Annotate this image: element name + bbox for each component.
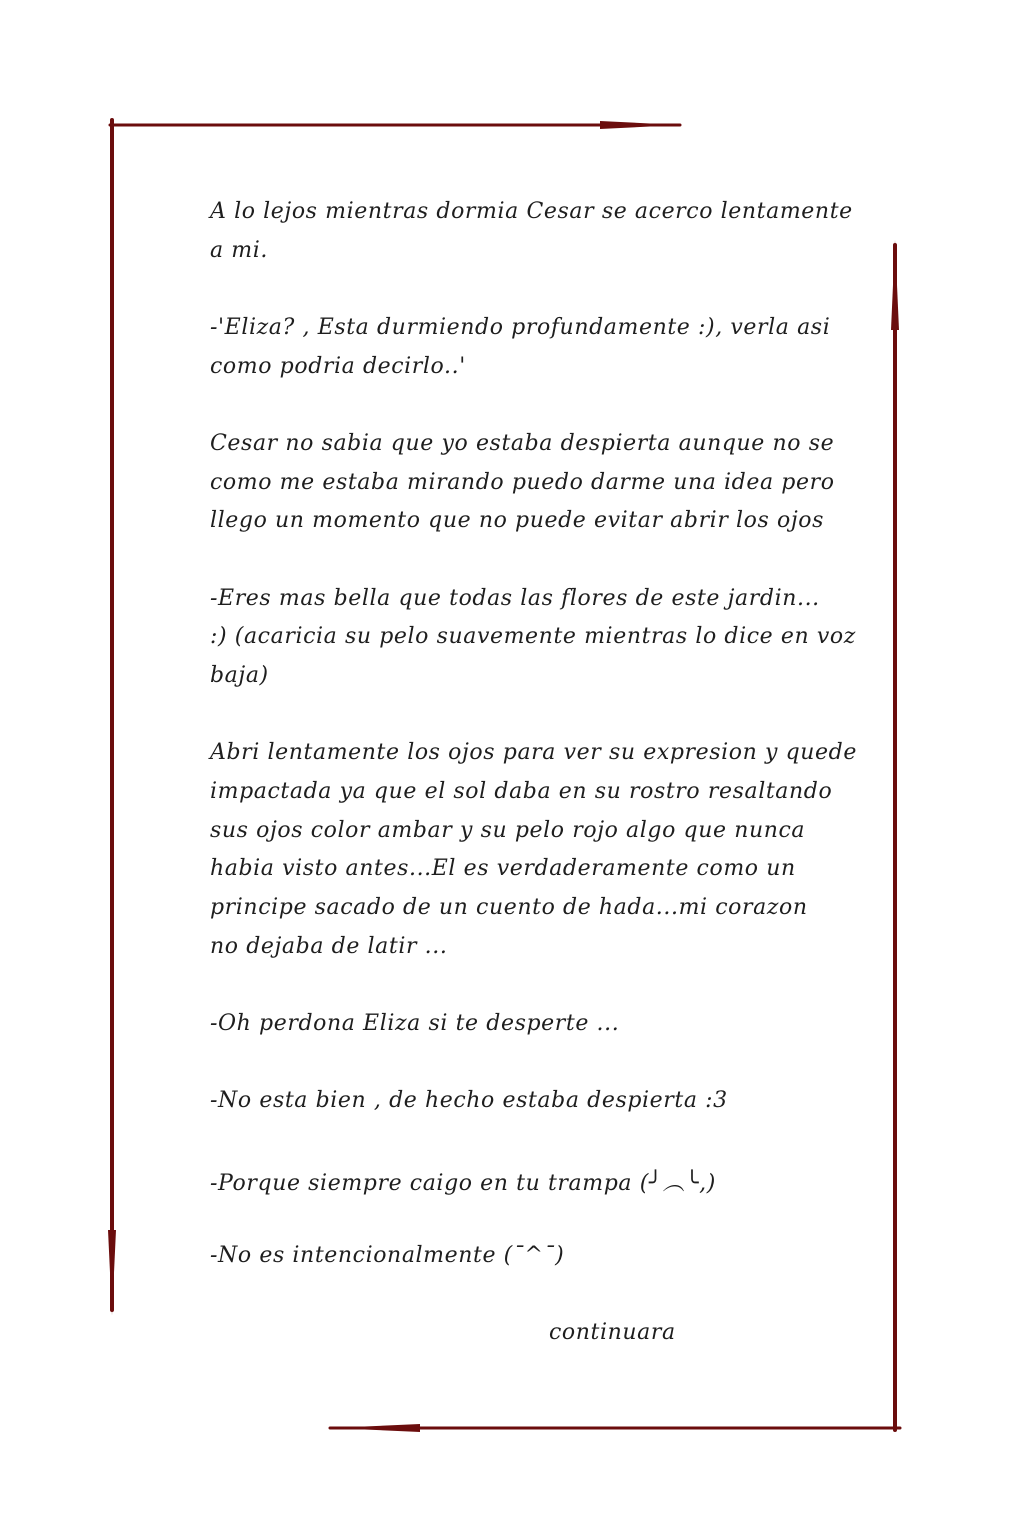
story-line: -Eres mas bella que todas las flores de este jardin... — [210, 586, 820, 611]
frame-spike — [891, 240, 899, 330]
story-line: Cesar no sabia que yo estaba despierta aunque no se — [210, 431, 835, 456]
frame-spike — [108, 1230, 116, 1315]
story-line: -Porque siempre caigo en tu trampa (╯︵╰,) — [210, 1171, 716, 1196]
story-line: baja) — [210, 663, 269, 688]
frame-spike — [330, 1424, 420, 1432]
story-line: A lo lejos mientras dormia Cesar se acerco lentamente — [210, 199, 853, 224]
story-line: sus ojos color ambar y su pelo rojo algo que nunca — [210, 818, 806, 843]
story-line: habia visto antes...El es verdaderamente como un — [210, 856, 796, 881]
story-line: impactada ya que el sol daba en su rostro resaltando — [210, 779, 833, 804]
story-line: no dejaba de latir ... — [210, 934, 448, 959]
story-line: principe sacado de un cuento de hada...mi corazon — [210, 895, 808, 920]
continuara-label: continuara — [549, 1320, 676, 1345]
story-line: -No esta bien , de hecho estaba despierta :3 — [210, 1088, 728, 1113]
story-line: :) (acaricia su pelo suavemente mientras lo dice en voz — [210, 624, 856, 649]
story-line: como podria decirlo..' — [210, 354, 466, 379]
story-line: -No es intencionalmente (¯^¯) — [210, 1243, 565, 1268]
story-line: como me estaba mirando puedo darme una idea pero — [210, 470, 835, 495]
story-line: Abri lentamente los ojos para ver su expresion y quede — [210, 740, 857, 765]
story-line: -'Eliza? , Esta durmiendo profundamente :), verla asi — [210, 315, 831, 340]
story-line: llego un momento que no puede evitar abrir los ojos — [210, 508, 824, 533]
story-line: -Oh perdona Eliza si te desperte ... — [210, 1011, 620, 1036]
frame-spike — [600, 121, 680, 129]
story-line: a mi. — [210, 238, 268, 263]
